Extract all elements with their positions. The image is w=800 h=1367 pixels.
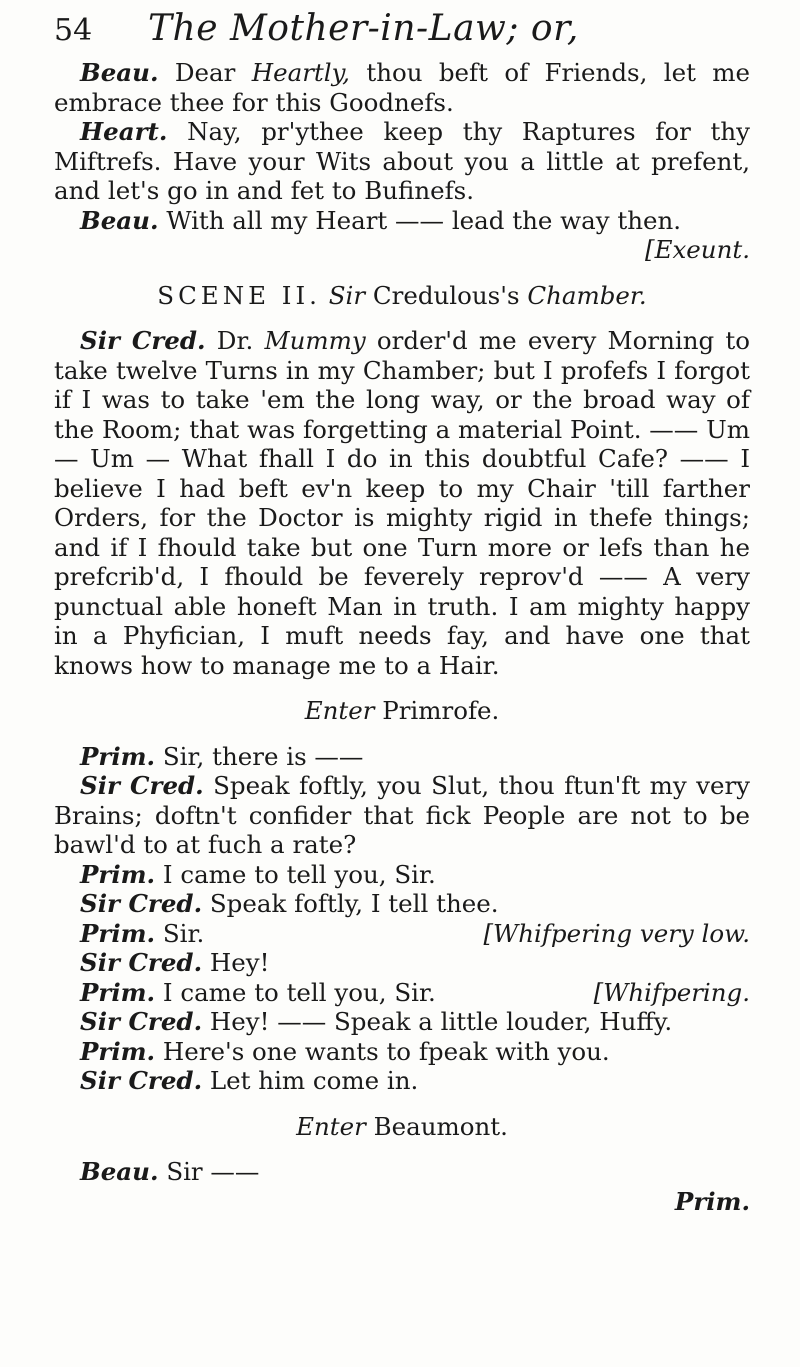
catchword: Prim. [674, 1186, 750, 1216]
stage-direction: Enter [296, 1111, 366, 1141]
speech-prim-1 [54, 742, 750, 772]
scene-title: Chamber. [527, 280, 647, 310]
speaker: Prim. [80, 918, 156, 948]
character-name: Beaumont. [373, 1111, 508, 1141]
speech-text: Speak foftly, I tell thee. [209, 889, 499, 918]
speech-beau-1 [54, 58, 750, 117]
speaker: Prim. [80, 1036, 156, 1066]
speech-prim-4 [54, 978, 750, 1008]
speaker: Beau. [80, 1157, 159, 1186]
speech-text: Hey! [209, 948, 270, 977]
speaker: Prim. [80, 741, 156, 771]
stage-direction-enter-beaumont [54, 1112, 750, 1142]
speech-text: Sir —— [166, 1157, 260, 1186]
speech-sir-cred-2 [54, 771, 750, 860]
speech-text: Let him come in. [209, 1066, 419, 1095]
stage-direction-enter-primrose [54, 696, 750, 726]
speech-prim-3 [54, 919, 750, 949]
speaker: Sir Cred. [80, 889, 203, 918]
speaker: Sir Cred. [80, 771, 204, 800]
speech-sir-cred-3 [54, 889, 750, 919]
speech-text: Heartly, [251, 58, 350, 87]
scene-title: Credulous's [372, 280, 520, 310]
speech-text: thou beft of Friends, let me embrace thee for this Goodnefs. [54, 58, 751, 117]
speaker: Beau. [80, 205, 159, 235]
scene-label: SCENE II. [157, 280, 321, 310]
speech-beau-3 [54, 1157, 750, 1187]
speaker: Prim. [80, 859, 156, 889]
speech-prim-2 [54, 860, 750, 890]
scene-heading [54, 281, 750, 311]
speech-text: Hey! —— Speak a little louder, Huffy. [209, 1007, 673, 1036]
speech-heart-1 [54, 117, 750, 206]
speech-text: Nay, pr'ythee keep thy Raptures for thy Miftrefs. Have your Wits about you a little at prefent, and let's go in and fet to Bufinefs. [54, 117, 750, 205]
speech-text: Sir, there is —— [162, 741, 364, 771]
speaker: Sir Cred. [80, 948, 203, 977]
speech-text: Here's one wants to fpeak with you. [162, 1036, 610, 1066]
speech-beau-2 [54, 206, 750, 236]
speech-text: I came to tell you, Sir. [162, 859, 436, 889]
speech-text: With all my Heart —— lead the way then. [166, 205, 682, 235]
speech-sir-cred-6 [54, 1066, 750, 1096]
stage-direction-exeunt: [Exeunt. [645, 235, 750, 264]
speaker: Heart. [80, 117, 168, 146]
speech-text: Mummy [264, 326, 366, 355]
speech-sir-cred-5 [54, 1007, 750, 1037]
speech-text: Dear [174, 58, 236, 87]
speaker: Sir Cred. [80, 1007, 203, 1036]
speech-text: I came to tell you, Sir. [162, 977, 436, 1007]
stage-direction: [Whifpering very low. [483, 918, 750, 948]
character-name: Primrofe. [382, 696, 500, 725]
stage-direction: [Whifpering. [593, 977, 750, 1007]
stage-direction: Enter [304, 696, 375, 725]
page-header [54, 0, 750, 58]
speaker: Sir Cred. [80, 1066, 203, 1095]
speaker: Beau. [80, 58, 159, 87]
speaker: Prim. [80, 977, 156, 1007]
speech-sir-cred-4 [54, 948, 750, 978]
speech-text: order'd me every Morning to take twelve Turns in my Chamber; but I profefs I forgot if I was to take 'em the long way, or the broad way of the Room; that was forgetting a material Point. —— Um — Um — What fhall I do in this doubtful Cafe? —— I believe I had beft ev'n keep to my Chair 'till farther Orders, for the Doctor is mighty rigid in thefe things; and if I fhould take but one Turn more or lefs than he prefcrib'd, I fhould be feverely reprov'd —— A very punctual able honeft Man in truth. I am mighty happy in a Phyfician, I muft needs fay, and have one that knows how to manage me to a Hair. [54, 326, 750, 680]
speech-prim-5 [54, 1037, 750, 1067]
speech-text: Sir. [162, 918, 205, 948]
scene-title: Sir [328, 280, 366, 310]
page-body [54, 58, 750, 1216]
speaker: Sir Cred. [80, 326, 206, 355]
speech-text: Dr. [216, 326, 254, 355]
running-title: The Mother-in-Law; or, [148, 8, 579, 49]
page-number: 54 [54, 13, 93, 48]
speech-text: Speak foftly, you Slut, thou ftun'ft my very Brains; doftn't confider that fick People are not to be bawl'd to at fuch a rate? [54, 771, 750, 859]
speech-sir-cred-1 [54, 326, 750, 680]
